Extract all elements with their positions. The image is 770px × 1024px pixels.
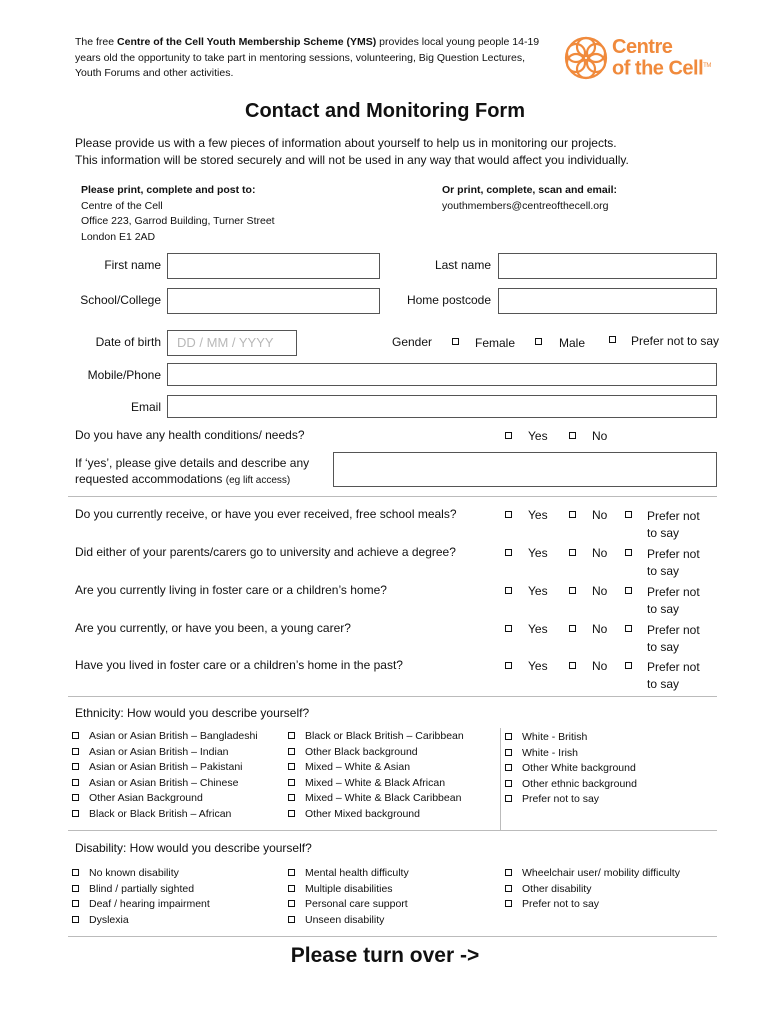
disability-option: [505, 866, 680, 882]
ethnicity-option: [72, 745, 258, 761]
divider: [68, 696, 717, 697]
question-yes-checkbox[interactable]: [505, 662, 512, 669]
question-prefer-not-checkbox[interactable]: [625, 511, 632, 518]
health-details-label: If ‘yes’, please give details and describe any requested accommodations (eg lift access): [75, 456, 310, 486]
ethnicity-option-label: Mixed – White & Black African: [305, 776, 446, 789]
disability-checkbox[interactable]: [288, 900, 295, 907]
divider: [68, 830, 717, 831]
question-no-checkbox[interactable]: [569, 625, 576, 632]
first-name-input[interactable]: [167, 253, 380, 279]
email-label: Email: [130, 400, 161, 414]
gender-female-checkbox[interactable]: [452, 338, 459, 345]
ethnicity-col2: [288, 729, 464, 822]
column-divider: [500, 728, 501, 830]
health-no-label: No: [592, 429, 608, 443]
disability-checkbox[interactable]: [505, 869, 512, 876]
disability-option: [72, 897, 210, 913]
question-prefer-not-label: Prefer not to say: [647, 623, 700, 654]
ethnicity-option-label: White - Irish: [522, 746, 579, 759]
ethnicity-option: [288, 729, 464, 745]
ethnicity-option-label: Asian or Asian British – Chinese: [89, 776, 239, 789]
centre-of-the-cell-logo: [560, 28, 730, 88]
question-prefer-not-checkbox[interactable]: [625, 549, 632, 556]
ethnicity-checkbox[interactable]: [505, 795, 512, 802]
question-no-checkbox[interactable]: [569, 549, 576, 556]
disability-option-label: Multiple disabilities: [305, 882, 393, 895]
ethnicity-option-label: Other Black background: [305, 745, 418, 758]
question-yes-label: Yes: [528, 508, 548, 522]
school-label: School/College: [80, 293, 161, 307]
ethnicity-checkbox[interactable]: [72, 794, 79, 801]
disability-col3: [505, 866, 680, 913]
ethnicity-checkbox[interactable]: [288, 779, 295, 786]
ethnicity-option: [72, 807, 258, 823]
question-text: Are you currently, or have you been, a young carer?: [75, 621, 351, 635]
question-prefer-not-label: Prefer not to say: [647, 547, 700, 578]
gender-female-label: Female: [475, 336, 516, 350]
question-prefer-not-label: Prefer not to say: [647, 660, 700, 691]
disability-option: [288, 882, 409, 898]
gender-male-checkbox[interactable]: [535, 338, 542, 345]
question-yes-label: Yes: [528, 622, 548, 636]
ethnicity-option-label: Asian or Asian British – Indian: [89, 745, 229, 758]
disability-option-label: No known disability: [89, 867, 179, 879]
email-input[interactable]: [167, 395, 717, 418]
mobile-label: Mobile/Phone: [87, 368, 161, 382]
school-input[interactable]: [167, 288, 380, 314]
email-address-info: Or print, complete, scan and email: youthmembers@centreofthecell.org: [442, 183, 617, 214]
disability-option: [72, 866, 210, 882]
disability-option: [505, 882, 680, 898]
question-prefer-not-checkbox[interactable]: [625, 662, 632, 669]
last-name-label: Last name: [434, 258, 491, 272]
gender-male-label: Male: [559, 336, 586, 350]
ethnicity-checkbox[interactable]: [288, 794, 295, 801]
question-text: Are you currently living in foster care or a children’s home?: [75, 583, 387, 597]
disability-option-label: Wheelchair user/ mobility difficulty: [522, 867, 680, 879]
disability-col2: [288, 866, 409, 928]
disability-option-label: Blind / partially sighted: [89, 882, 195, 895]
ethnicity-option: [505, 777, 637, 793]
postcode-label: Home postcode: [406, 293, 491, 307]
question-yes-checkbox[interactable]: [505, 587, 512, 594]
question-yes-checkbox[interactable]: [505, 511, 512, 518]
ethnicity-option: [72, 760, 258, 776]
question-prefer-not-label: Prefer not to say: [647, 509, 700, 540]
question-no-checkbox[interactable]: [569, 662, 576, 669]
question-yes-checkbox[interactable]: [505, 549, 512, 556]
disability-option-label: Prefer not to say: [522, 898, 600, 910]
please-turn-over: Please turn over ->: [290, 944, 480, 967]
ethnicity-option: [288, 791, 464, 807]
question-no-label: No: [592, 584, 608, 598]
ethnicity-col1: [72, 729, 258, 822]
question-no-label: No: [592, 546, 608, 560]
ethnicity-option-label: Other White background: [522, 762, 636, 774]
ethnicity-checkbox[interactable]: [505, 733, 512, 740]
ethnicity-checkbox[interactable]: [72, 748, 79, 755]
cell-logo-icon: [560, 32, 612, 84]
question-yes-label: Yes: [528, 546, 548, 560]
question-yes-label: Yes: [528, 584, 548, 598]
health-question: Do you have any health conditions/ needs?: [75, 428, 305, 442]
disability-checkbox[interactable]: [288, 869, 295, 876]
disability-option: [288, 913, 409, 929]
ethnicity-checkbox[interactable]: [288, 763, 295, 770]
scheme-name: Centre of the Cell Youth Membership Scheme (YMS): [117, 36, 377, 48]
ethnicity-option-label: Asian or Asian British – Bangladeshi: [89, 730, 258, 742]
gender-prefer-not-checkbox[interactable]: [609, 336, 616, 343]
ethnicity-option: [288, 807, 464, 823]
ethnicity-checkbox[interactable]: [72, 779, 79, 786]
intro-text: The free Centre of the Cell Youth Membership Scheme (YMS) provides local young people 14-19 years old the opportunity to take part in mentoring sessions, volunteering, Big Question Lectures, Youth Forums and other activities.: [75, 36, 540, 79]
disability-col1: [72, 866, 210, 928]
logo-tm: TM: [703, 63, 711, 69]
disability-checkbox[interactable]: [72, 885, 79, 892]
disability-option-label: Dyslexia: [89, 913, 129, 926]
mobile-input[interactable]: [167, 363, 717, 386]
ethnicity-col3: [505, 730, 637, 808]
ethnicity-option-label: Prefer not to say: [522, 793, 600, 805]
question-no-label: No: [592, 659, 608, 673]
question-text: Have you lived in foster care or a children’s home in the past?: [75, 658, 403, 672]
ethnicity-option-label: Asian or Asian British – Pakistani: [89, 761, 243, 773]
ethnicity-option: [72, 776, 258, 792]
disability-option-label: Mental health difficulty: [305, 867, 409, 879]
disability-option: [505, 897, 680, 913]
ethnicity-checkbox[interactable]: [72, 732, 79, 739]
health-yes-label: Yes: [528, 429, 548, 443]
ethnicity-option: [505, 792, 637, 808]
question-text: Did either of your parents/carers go to university and achieve a degree?: [75, 545, 456, 559]
gender-label: Gender: [392, 335, 433, 349]
ethnicity-title: Ethnicity: How would you describe yourself?: [75, 706, 310, 720]
disability-option: [288, 897, 409, 913]
ethnicity-option: [505, 761, 637, 777]
ethnicity-option-label: Mixed – White & Black Caribbean: [305, 792, 462, 804]
disability-checkbox[interactable]: [505, 900, 512, 907]
ethnicity-checkbox[interactable]: [288, 732, 295, 739]
ethnicity-option: [72, 791, 258, 807]
ethnicity-option: [505, 746, 637, 762]
disability-option-label: Unseen disability: [305, 913, 385, 926]
form-description: Please provide us with a few pieces of information about yourself to help us in monitoring our projects. This information will be stored securely and will not be used in any way that would affect you individually.: [75, 136, 629, 167]
ethnicity-checkbox[interactable]: [72, 763, 79, 770]
ethnicity-checkbox[interactable]: [505, 749, 512, 756]
ethnicity-option-label: Other ethnic background: [522, 777, 637, 790]
ethnicity-option: [72, 729, 258, 745]
disability-option-label: Personal care support: [305, 898, 408, 910]
ethnicity-option-label: Other Mixed background: [305, 807, 420, 820]
disability-checkbox[interactable]: [288, 916, 295, 923]
question-no-label: No: [592, 508, 608, 522]
ethnicity-option-label: Black or Black British – African: [89, 807, 232, 820]
health-yes-checkbox[interactable]: [505, 432, 512, 439]
question-no-label: No: [592, 622, 608, 636]
health-details-input[interactable]: [333, 452, 717, 487]
question-no-checkbox[interactable]: [569, 587, 576, 594]
ethnicity-checkbox[interactable]: [288, 748, 295, 755]
postal-address: Please print, complete and post to: Centre of the Cell Office 223, Garrod Building, Turner Street London E1 2AD: [81, 184, 275, 243]
question-prefer-not-checkbox[interactable]: [625, 625, 632, 632]
contact-email: youthmembers@centreofthecell.org: [442, 199, 609, 212]
disability-checkbox[interactable]: [72, 869, 79, 876]
disability-option-label: Other disability: [522, 882, 592, 895]
question-no-checkbox[interactable]: [569, 511, 576, 518]
ethnicity-checkbox[interactable]: [505, 780, 512, 787]
question-prefer-not-label: Prefer not to say: [647, 585, 700, 616]
first-name-label: First name: [104, 258, 161, 272]
disability-checkbox[interactable]: [288, 885, 295, 892]
ethnicity-option-label: Other Asian Background: [89, 792, 203, 804]
ethnicity-option-label: White - British: [522, 731, 588, 743]
disability-option-label: Deaf / hearing impairment: [89, 898, 210, 910]
form-title: Contact and Monitoring Form: [245, 100, 525, 122]
question-prefer-not-checkbox[interactable]: [625, 587, 632, 594]
ethnicity-checkbox[interactable]: [505, 764, 512, 771]
question-yes-checkbox[interactable]: [505, 625, 512, 632]
disability-checkbox[interactable]: [505, 885, 512, 892]
question-yes-label: Yes: [528, 659, 548, 673]
disability-option: [288, 866, 409, 882]
ethnicity-checkbox[interactable]: [288, 810, 295, 817]
ethnicity-checkbox[interactable]: [72, 810, 79, 817]
question-text: Do you currently receive, or have you ever received, free school meals?: [75, 507, 457, 521]
ethnicity-option-label: Mixed – White & Asian: [305, 761, 411, 773]
disability-checkbox[interactable]: [72, 900, 79, 907]
ethnicity-option: [288, 745, 464, 761]
last-name-input[interactable]: [498, 253, 717, 279]
disability-title: Disability: How would you describe yourself?: [75, 841, 312, 855]
dob-input[interactable]: DD / MM / YYYY: [167, 330, 297, 356]
disability-option: [72, 913, 210, 929]
health-no-checkbox[interactable]: [569, 432, 576, 439]
dob-label: Date of birth: [95, 335, 161, 349]
disability-option: [72, 882, 210, 898]
postcode-input[interactable]: [498, 288, 717, 314]
ethnicity-option: [505, 730, 637, 746]
ethnicity-option-label: Black or Black British – Caribbean: [305, 730, 464, 742]
divider: [68, 936, 717, 937]
ethnicity-option: [288, 776, 464, 792]
logo-line2: of the Cell: [612, 57, 704, 80]
disability-checkbox[interactable]: [72, 916, 79, 923]
divider: [68, 496, 717, 497]
logo-line1: Centre: [612, 36, 673, 58]
ethnicity-option: [288, 760, 464, 776]
gender-prefer-not-label: Prefer not to say: [631, 334, 720, 348]
